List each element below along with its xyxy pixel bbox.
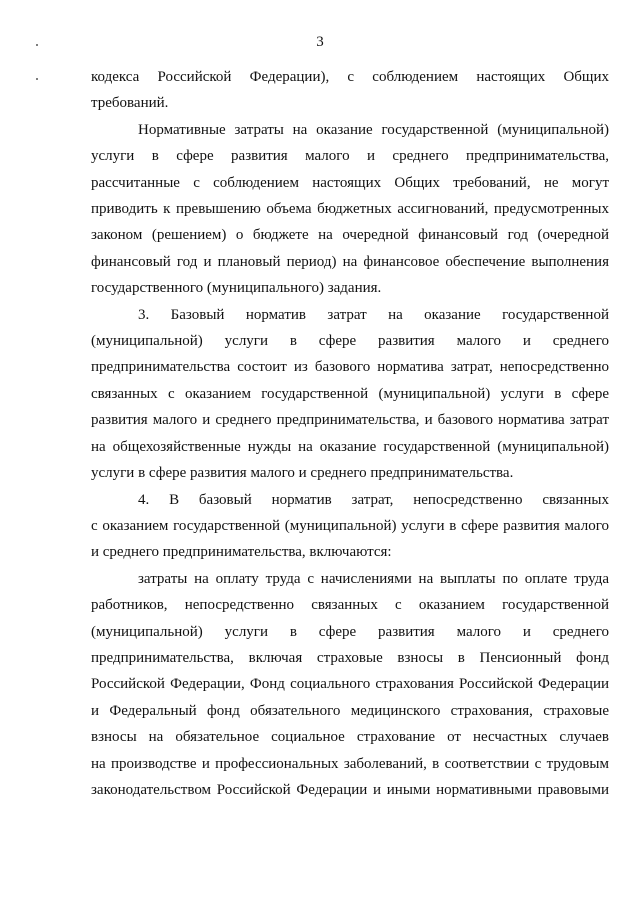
text-line: услуги в сфере развития малого и среднего предпринимательства, [91, 148, 609, 165]
scan-speck [36, 78, 38, 80]
text-line: (муниципальной) услуги в сфере развития малого и среднего [91, 333, 609, 350]
text-line: предпринимательства состоит из базового норматива затрат, непосредственно [91, 359, 609, 376]
text-line: государственного (муниципального) задания. [91, 280, 382, 297]
text-line: требований. [91, 95, 169, 112]
text-line: Российской Федерации, Фонд социального страхования Российской Федерации [91, 676, 609, 693]
text-line: на общехозяйственные нужды на оказание государственной (муниципальной) [91, 438, 609, 455]
text-line: Нормативные затраты на оказание государственной (муниципальной) [138, 121, 609, 138]
text-line: 4. В базовый норматив затрат, непосредственно связанных [138, 491, 609, 508]
text-line: (муниципальной) услуги в сфере развития малого и среднего [91, 623, 609, 640]
text-line: приводить к превышению объема бюджетных ассигнований, предусмотренных [91, 201, 609, 218]
text-line: взносы на обязательное социальное страхование от несчастных случаев [91, 729, 609, 746]
text-line: рассчитанные с соблюдением настоящих Общих требований, не могут [91, 174, 609, 191]
text-line: 3. Базовый норматив затрат на оказание государственной [138, 306, 609, 323]
text-line: и Федеральный фонд обязательного медицинского страхования, страховые [91, 702, 609, 719]
text-line: с оказанием государственной (муниципальной) услуги в сфере развития малого [91, 517, 609, 534]
text-line: связанных с оказанием государственной (муниципальной) услуги в сфере [91, 385, 609, 402]
text-line: и среднего предпринимательства, включаются: [91, 544, 392, 561]
paragraph [91, 302, 609, 487]
text-line: услуги в сфере развития малого и среднего предпринимательства. [91, 465, 514, 482]
text-line: финансовый год и плановый период) на финансовое обеспечение выполнения [91, 253, 609, 270]
text-line: предпринимательства, включая страховые взносы в Пенсионный фонд [91, 649, 609, 666]
text-line: законом (решением) о бюджете на очередной финансовый год (очередной [91, 227, 609, 244]
document-body [91, 64, 609, 803]
paragraph [91, 117, 609, 302]
page-number: 3 [316, 34, 324, 50]
paragraph [91, 566, 609, 804]
paragraph [91, 64, 609, 117]
text-line: законодательством Российской Федерации и иными нормативными правовыми [91, 781, 609, 798]
text-line: кодекса Российской Федерации), с соблюдением настоящих Общих [91, 69, 609, 85]
text-line: на производстве и профессиональных заболеваний, в соответствии с трудовым [91, 755, 609, 772]
text-line: работников, непосредственно связанных с оказанием государственной [91, 597, 609, 614]
text-line: развития малого и среднего предпринимательства, и базового норматива затрат [91, 412, 609, 429]
paragraph [91, 487, 609, 566]
text-line: затраты на оплату труда с начислениями на выплаты по оплате труда [138, 570, 609, 587]
